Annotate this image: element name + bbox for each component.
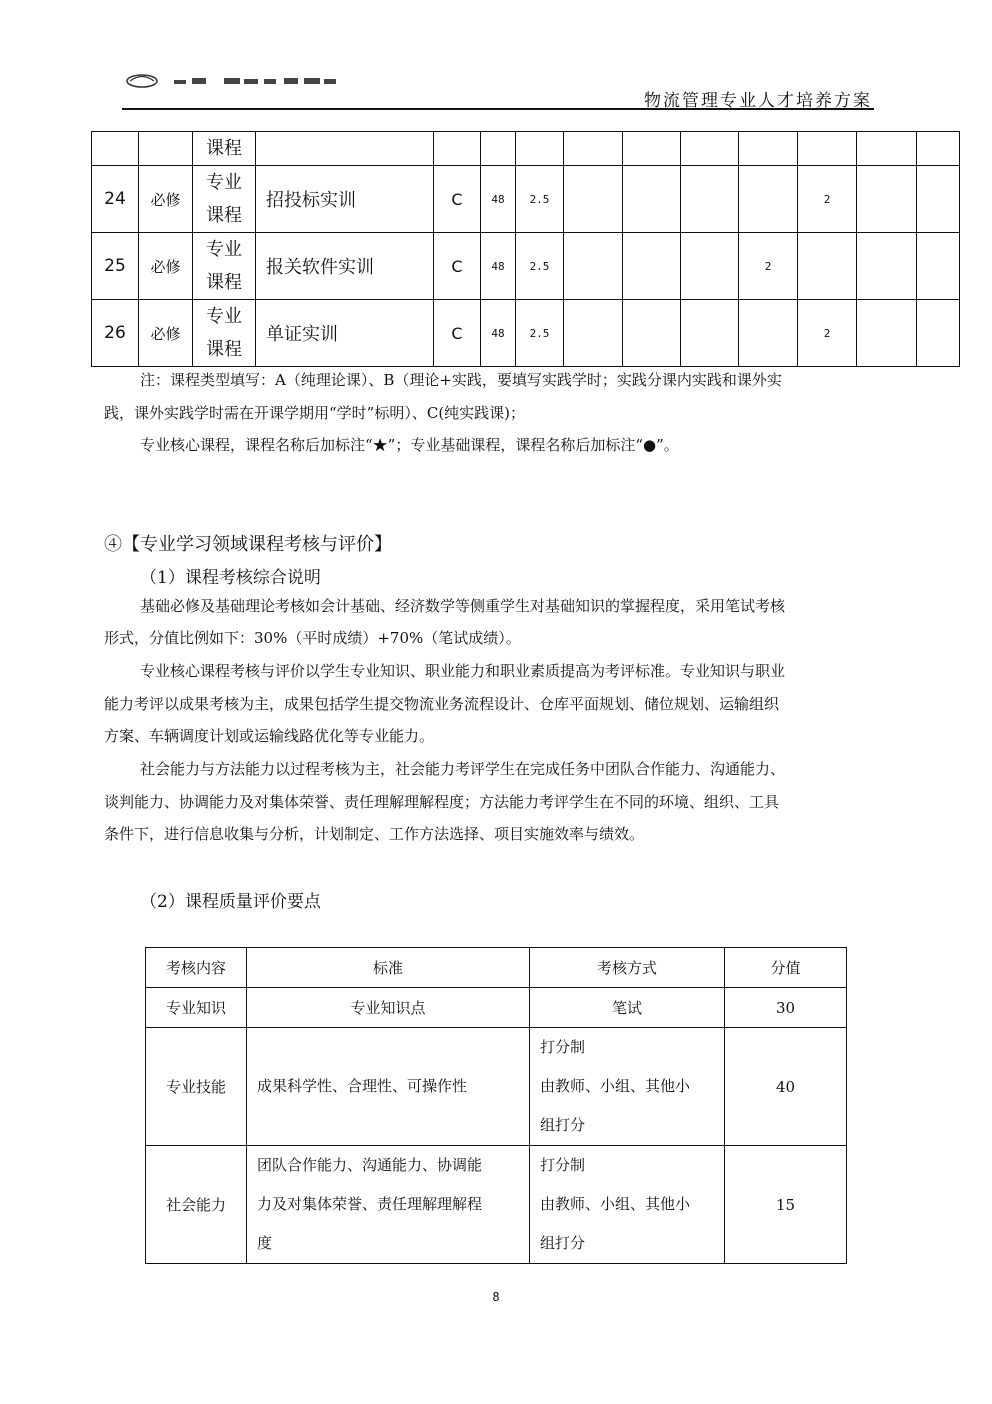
header-logo [124, 72, 364, 90]
content-cell: 专业技能 [146, 1028, 247, 1146]
para2-line-1: 专业核心课程考核与评价以学生专业知识、职业能力和职业素质提高为考评标准。专业知识与职业 [140, 662, 786, 680]
score-cell: 15 [725, 1146, 847, 1264]
header-cell: 考核方式 [530, 948, 725, 988]
credits-cell: 2.5 [516, 300, 564, 367]
semester-5 [798, 233, 857, 300]
table-row [92, 300, 960, 367]
required-cell: 必修 [139, 300, 193, 367]
header-rule [122, 108, 874, 110]
table-row [92, 132, 960, 166]
content-cell: 社会能力 [146, 1146, 247, 1264]
credits-cell: 2.5 [516, 233, 564, 300]
table-row [146, 1146, 847, 1264]
table-row [146, 988, 847, 1028]
section-heading: ④【专业学习领域课程考核与评价】 [104, 534, 392, 555]
para3-line-2: 谈判能力、协调能力及对集体荣誉、责任理解理解程度；方法能力考评学生在不同的环境、组织、工具 [104, 793, 780, 811]
score-cell: 40 [725, 1028, 847, 1146]
category-cell: 课程 [193, 132, 256, 166]
semester-2 [623, 166, 681, 233]
semester-6 [857, 233, 917, 300]
semester-3 [681, 166, 739, 233]
semester-2 [623, 233, 681, 300]
empty-cell [917, 233, 960, 300]
method-cell: 笔试 [530, 988, 725, 1028]
table-row [92, 233, 960, 300]
subheading-2: （2）课程质量评价要点 [140, 892, 321, 912]
course-name: 招投标实训 [256, 166, 434, 233]
course-table [91, 131, 960, 367]
course-name: 单证实训 [256, 300, 434, 367]
course-name: 报关软件实训 [256, 233, 434, 300]
category-cell: 专业 课程 [193, 166, 256, 233]
method-cell: 打分制 由教师、小组、其他小 组打分 [530, 1146, 725, 1264]
assessment-table [145, 947, 847, 1264]
standard-cell: 专业知识点 [247, 988, 530, 1028]
empty-cell [917, 300, 960, 367]
para1-line-1: 基础必修及基础理论考核如会计基础、经济数学等侧重学生对基础知识的掌握程度，采用笔试考核 [140, 597, 786, 615]
semester-4 [739, 166, 798, 233]
row-number: 25 [92, 233, 139, 300]
hours-cell: 48 [481, 166, 516, 233]
header-cell: 考核内容 [146, 948, 247, 988]
course-type: C [434, 233, 481, 300]
required-cell: 必修 [139, 233, 193, 300]
semester-5: 2 [798, 300, 857, 367]
table-header-row [146, 948, 847, 988]
semester-4 [739, 300, 798, 367]
category-cell: 专业 课程 [193, 300, 256, 367]
header-title: 物流管理专业人才培养方案 [644, 91, 872, 111]
note-line-3: 专业核心课程，课程名称后加标注“★”；专业基础课程，课程名称后加标注“●”。 [140, 436, 679, 454]
semester-3 [681, 300, 739, 367]
semester-3 [681, 233, 739, 300]
header-cell: 分值 [725, 948, 847, 988]
hours-cell: 48 [481, 233, 516, 300]
subheading-1: （1）课程考核综合说明 [140, 568, 321, 588]
semester-5: 2 [798, 166, 857, 233]
course-type: C [434, 166, 481, 233]
note-line-2: 践，课外实践学时需在开课学期用“学时”标明）、C(纯实践课)； [104, 404, 526, 422]
course-type: C [434, 300, 481, 367]
para1-line-2: 形式，分值比例如下：30%（平时成绩）+70%（笔试成绩）。 [104, 629, 521, 647]
semester-1 [564, 233, 623, 300]
row-number: 24 [92, 166, 139, 233]
row-number: 26 [92, 300, 139, 367]
semester-4: 2 [739, 233, 798, 300]
table-row [146, 1028, 847, 1146]
standard-cell: 成果科学性、合理性、可操作性 [247, 1028, 530, 1146]
para2-line-2: 能力考评以成果考核为主，成果包括学生提交物流业务流程设计、仓库平面规划、储位规划、运输组织 [104, 695, 780, 713]
semester-1 [564, 166, 623, 233]
empty-cell [917, 166, 960, 233]
standard-cell: 团队合作能力、沟通能力、协调能 力及对集体荣誉、责任理解理解程 度 [247, 1146, 530, 1264]
table-row [92, 166, 960, 233]
para3-line-3: 条件下，进行信息收集与分析，计划制定、工作方法选择、项目实施效率与绩效。 [104, 825, 645, 843]
semester-1 [564, 300, 623, 367]
content-cell: 专业知识 [146, 988, 247, 1028]
page-number: 8 [492, 1290, 500, 1304]
method-cell: 打分制 由教师、小组、其他小 组打分 [530, 1028, 725, 1146]
header-cell: 标准 [247, 948, 530, 988]
semester-2 [623, 300, 681, 367]
note-line-1: 注：课程类型填写：A（纯理论课）、B（理论+实践，要填写实践学时；实践分课内实践和课外实 [140, 371, 782, 389]
semester-6 [857, 300, 917, 367]
required-cell: 必修 [139, 166, 193, 233]
score-cell: 30 [725, 988, 847, 1028]
semester-6 [857, 166, 917, 233]
para3-line-1: 社会能力与方法能力以过程考核为主，社会能力考评学生在完成任务中团队合作能力、沟通能力、 [140, 760, 786, 778]
hours-cell: 48 [481, 300, 516, 367]
category-cell: 专业 课程 [193, 233, 256, 300]
credits-cell: 2.5 [516, 166, 564, 233]
para2-line-3: 方案、车辆调度计划或运输线路优化等专业能力。 [104, 727, 435, 745]
